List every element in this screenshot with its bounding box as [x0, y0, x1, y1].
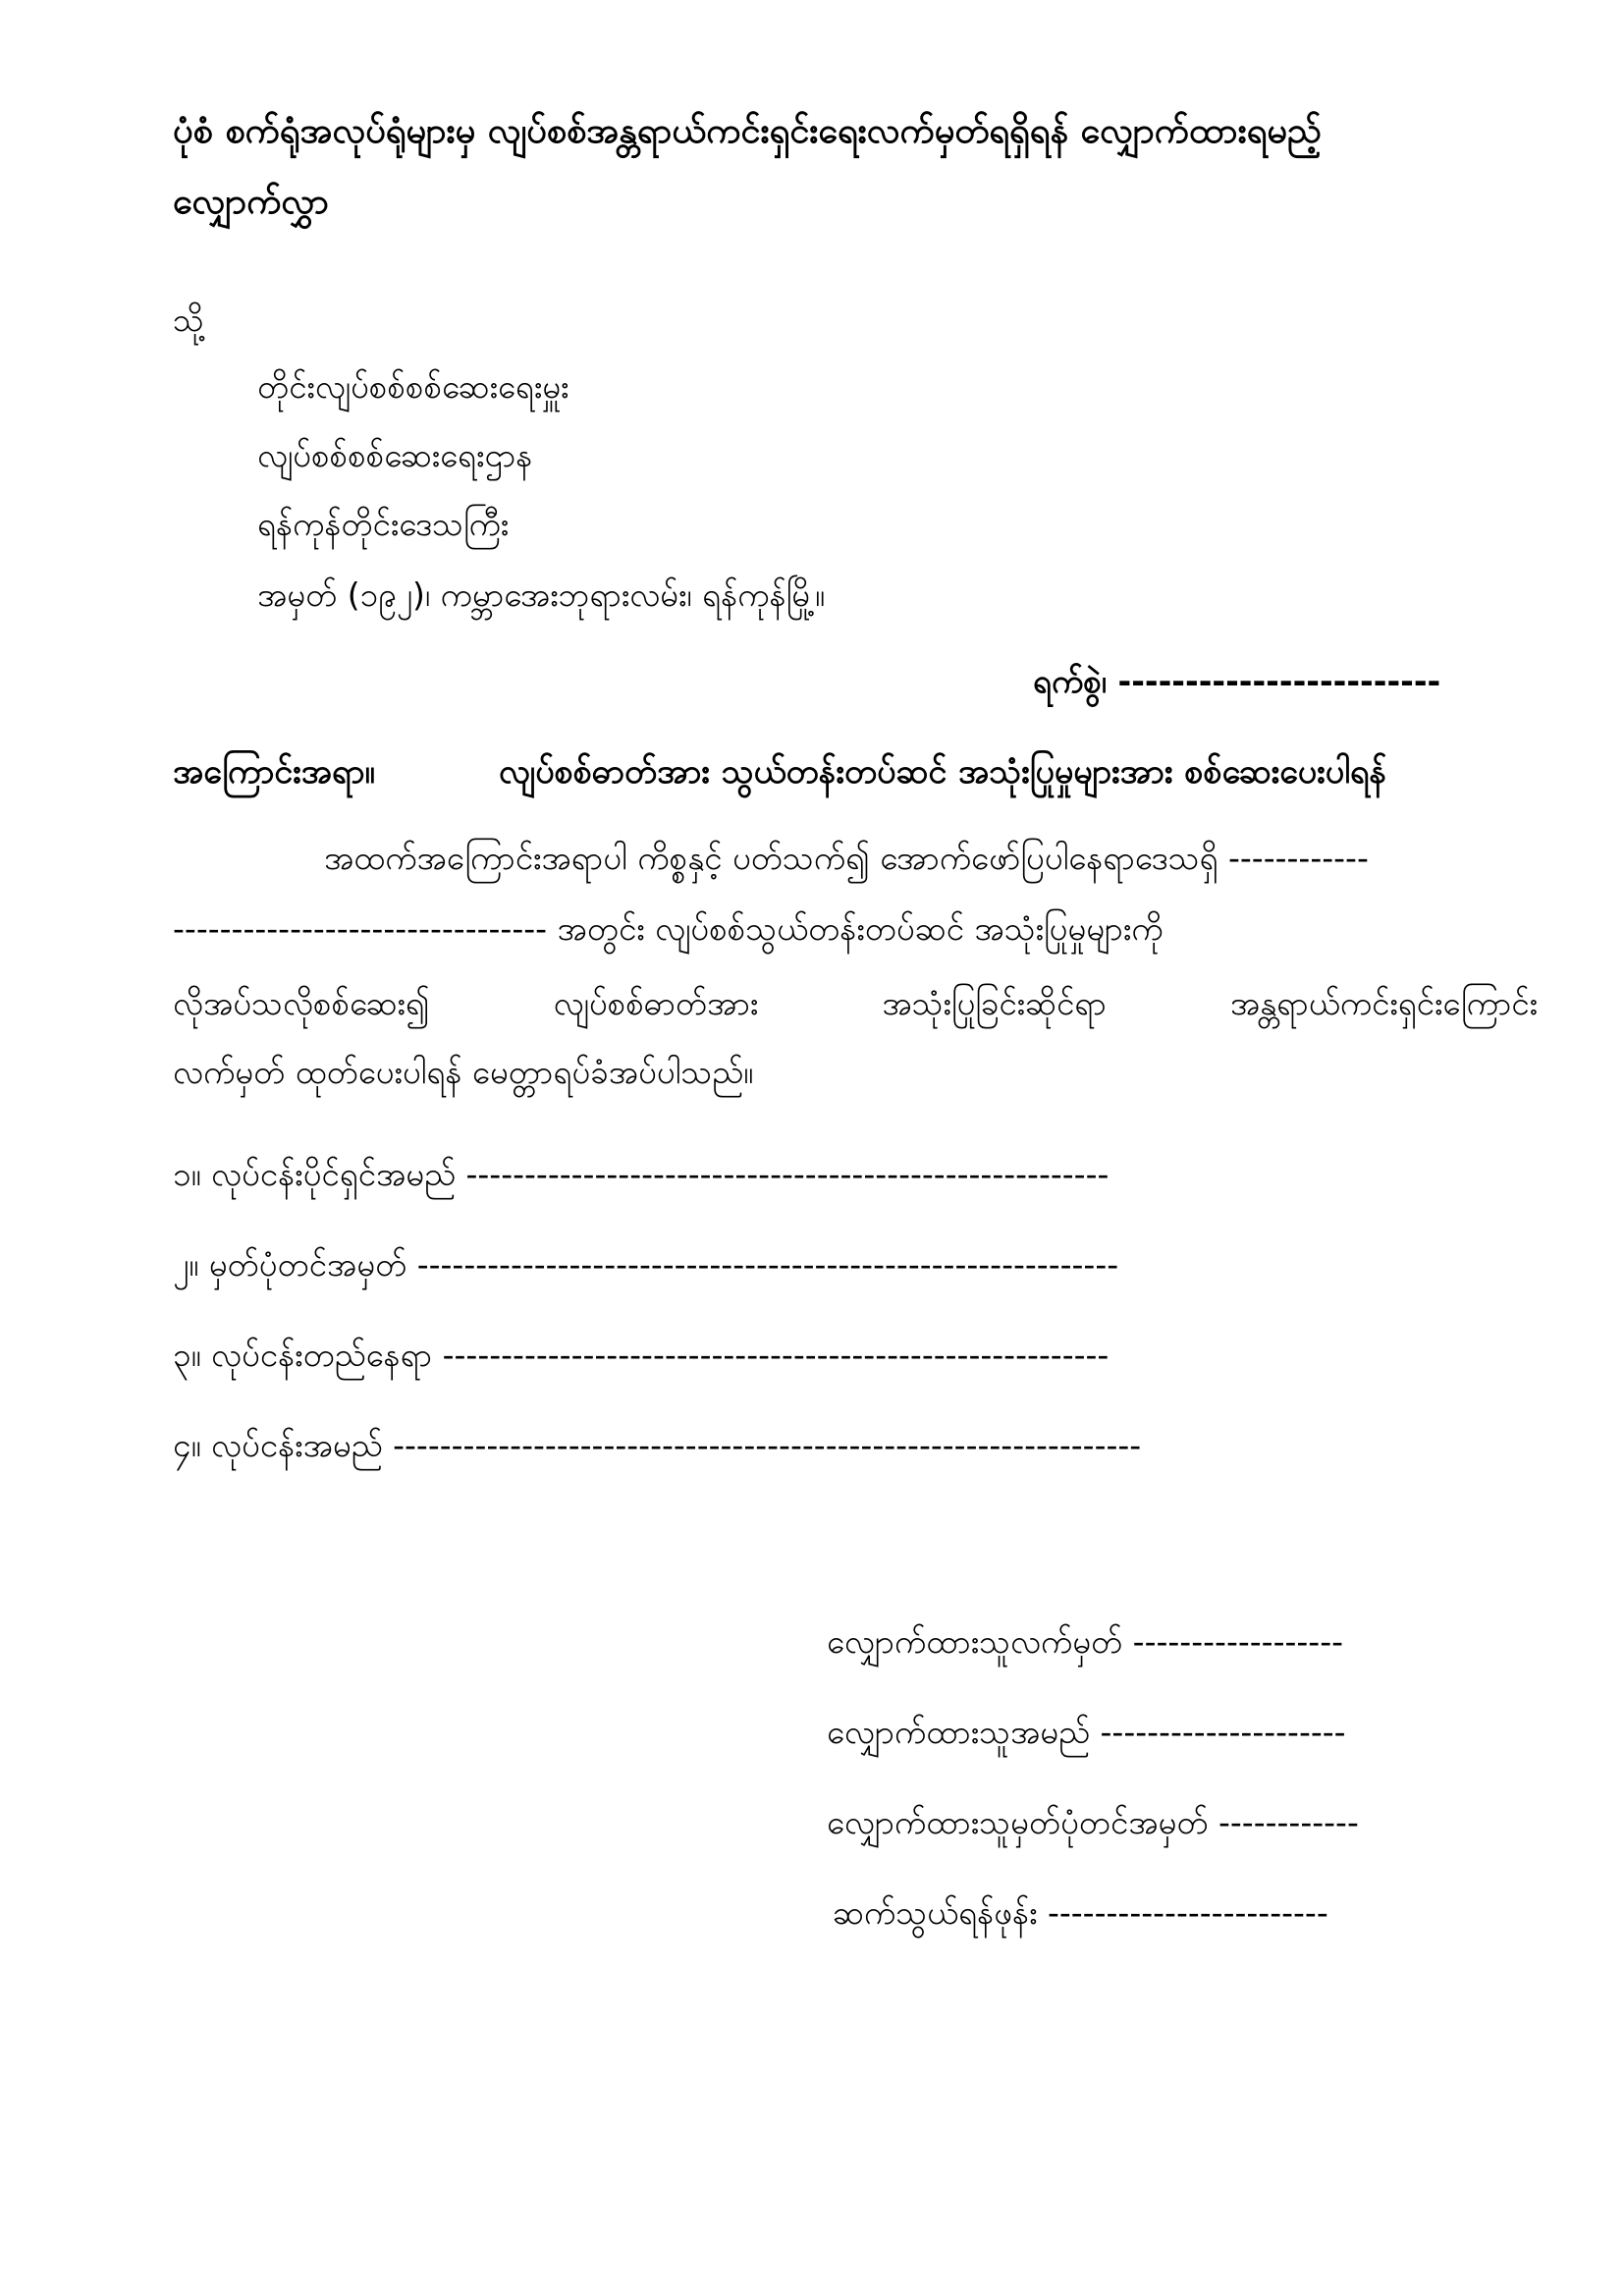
field-registration-number: ၂။ မှတ်ပုံတင်အမှတ် ------------------------------------------------------------	[173, 1245, 1119, 1284]
subject-label: အကြောင်းအရာ။	[173, 752, 375, 792]
field-owner-name: ၁။ လုပ်ငန်းပိုင်ရှင်အမည် -------------------------------------------------------	[173, 1155, 1110, 1193]
date-field: ရက်စွဲ၊ ------------------------	[1033, 662, 1441, 700]
applicant-name: လျှောက်ထားသူအမည် ---------------------	[827, 1713, 1346, 1751]
body-line-3-word-2: လျပ်စစ်ဓာတ်အား	[553, 984, 759, 1022]
applicant-signature: လျှောက်ထားသူလက်မှတ် ------------------	[827, 1622, 1344, 1661]
recipient-line-1: တိုင်းလျပ်စစ်စစ်ဆေးရေးမှူး	[257, 367, 569, 406]
body-line-3-word-4: အန္တရာယ်ကင်းရှင်းကြောင်း	[1229, 984, 1538, 1022]
applicant-registration-number: လျှောက်ထားသူမှတ်ပုံတင်အမှတ် ------------	[827, 1803, 1359, 1841]
subject-text: လျပ်စစ်ဓာတ်အား သွယ်တန်းတပ်ဆင် အသုံးပြုမှုများအား စစ်ဆေးပေးပါရန်	[499, 752, 1387, 792]
contact-phone: ဆက်သွယ်ရန်ဖုန်း ------------------------	[833, 1893, 1328, 1932]
recipient-line-3: ရန်ကုန်တိုင်းဒေသကြီး	[257, 505, 510, 543]
body-line-2: -------------------------------- အတွင်း လျပ်စစ်သွယ်တန်းတပ်ဆင် အသုံးပြုမှုများကို	[173, 909, 1164, 948]
body-line-3	[173, 978, 1538, 1029]
body-line-3-word-1: လိုအပ်သလိုစစ်ဆေး၍	[173, 984, 430, 1022]
form-title-line-1: ပုံစံ စက်ရုံအလုပ်ရုံများမှ လျပ်စစ်အန္တရာယ်ကင်းရှင်းရေးလက်မှတ်ရရှိရန် လျှောက်ထားရမည့်	[173, 111, 1322, 151]
body-line-1: အထက်အကြောင်းအရာပါ ကိစ္စနှင့် ပတ်သက်၍ အောက်ဖော်ပြပါနေရာဒေသရှိ ------------	[324, 839, 1369, 877]
recipient-line-2: လျပ်စစ်စစ်ဆေးရေးဌာန	[257, 436, 533, 474]
form-title-line-2: လျှောက်လွှာ	[173, 182, 329, 222]
body-line-3-word-3: အသုံးပြုခြင်းဆိုင်ရာ	[882, 984, 1107, 1022]
field-business-name: ၄။ လုပ်ငန်းအမည် ----------------------------------------------------------------	[173, 1426, 1142, 1464]
recipient-to: သို့	[173, 301, 204, 339]
field-business-location: ၃။ လုပ်ငန်းတည်နေရာ ---------------------------------------------------------	[173, 1336, 1110, 1374]
recipient-line-4: အမှတ် (၁၉၂)၊ ကမ္ဘာအေးဘုရားလမ်း၊ ရန်ကုန်မြို့။	[257, 575, 825, 614]
body-line-4: လက်မှတ် ထုတ်ပေးပါရန် မေတ္တာရပ်ခံအပ်ပါသည်။	[173, 1053, 754, 1091]
